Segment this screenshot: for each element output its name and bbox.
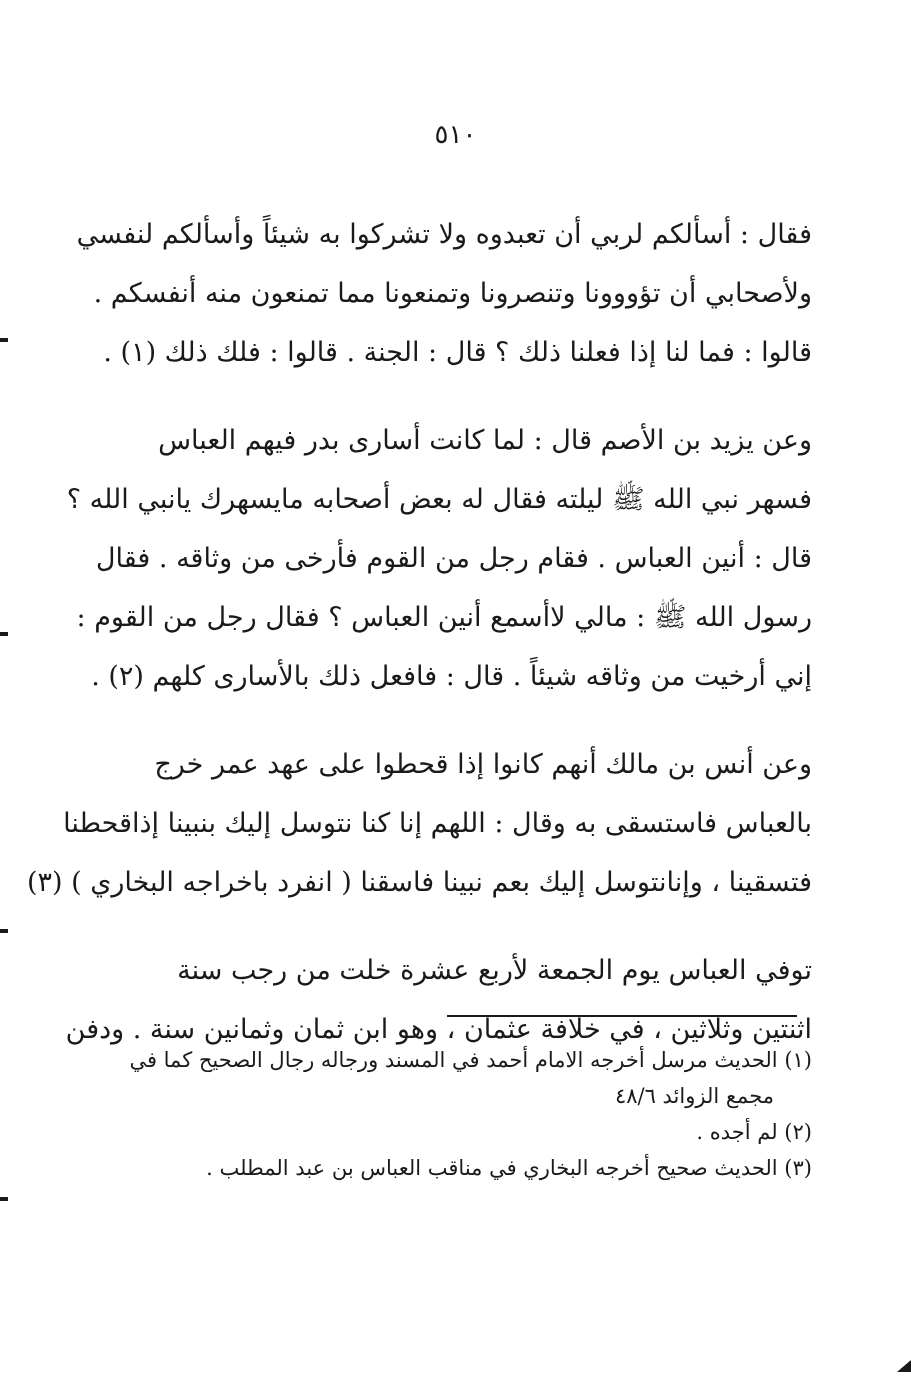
footnote-divider [447,1015,797,1017]
scan-corner-mark [897,1360,911,1372]
text-line: رسول الله ﷺ : مالي لاأسمع أنين العباس ؟ فقال رجل من القوم : [76,602,812,633]
footnote-3: (٣) الحديث صحيح أخرجه البخاري في مناقب العباس بن عبد المطلب . [206,1156,812,1180]
footnote-1-continuation: مجمع الزوائد ٤٨/٦ [614,1084,774,1108]
paragraph-gap [100,382,812,411]
text-line: قالوا : فما لنا إذا فعلنا ذلك ؟ قال : الجنة . قالوا : فلك ذلك (١) . [103,337,812,368]
paragraph-3 [26,735,812,912]
footnotes [100,1042,812,1186]
scan-margin-mark [0,1197,8,1201]
paragraph-gap [100,706,812,735]
scan-margin-mark [0,632,8,636]
main-text [26,205,812,1059]
footnote-2: (٢) لم أجده . [696,1120,812,1144]
paragraph-1 [76,205,812,382]
text-line: وعن أنس بن مالك أنهم كانوا إذا قحطوا على عهد عمر خرج [154,749,812,780]
text-line: فقال : أسألكم لربي أن تعبدوه ولا تشركوا به شيئاً وأسألكم لنفسي [76,219,812,250]
text-line: فسهر نبي الله ﷺ ليلته فقال له بعض أصحابه مايسهرك يانبي الله ؟ [66,484,812,515]
text-line: بالعباس فاستسقى به وقال : اللهم إنا كنا نتوسل إليك بنبينا إذاقحطنا [63,808,812,839]
page-number: ٥١٠ [434,120,477,150]
scan-margin-mark [0,929,8,933]
footnote-1: (١) الحديث مرسل أخرجه الامام أحمد في المسند ورجاله رجال الصحيح كما في [129,1048,812,1072]
scan-margin-mark [0,338,8,342]
text-line: ولأصحابي أن تؤووونا وتنصرونا وتمنعونا مما تمنعون منه أنفسكم . [93,278,812,309]
paragraph-gap [100,912,812,941]
text-line: إني أرخيت من وثاقه شيئاً . قال : فافعل ذلك بالأسارى كلهم (٢) . [91,661,812,692]
text-line: اثنتين وثلاثين ، في خلافة عثمان ، وهو ابن ثمان وثمانين سنة . ودفن [65,1014,812,1045]
text-line: وعن يزيد بن الأصم قال : لما كانت أسارى بدر فيهم العباس [158,425,812,456]
text-line: توفي العباس يوم الجمعة لأربع عشرة خلت من رجب سنة [177,955,812,986]
text-line: قال : أنين العباس . فقام رجل من القوم فأرخى من وثاقه . فقال [95,543,812,574]
text-line: فتسقينا ، وإنانتوسل إليك بعم نبينا فاسقنا ( انفرد باخراجه البخاري ) (٣) [26,867,812,898]
paragraph-2 [66,411,812,706]
